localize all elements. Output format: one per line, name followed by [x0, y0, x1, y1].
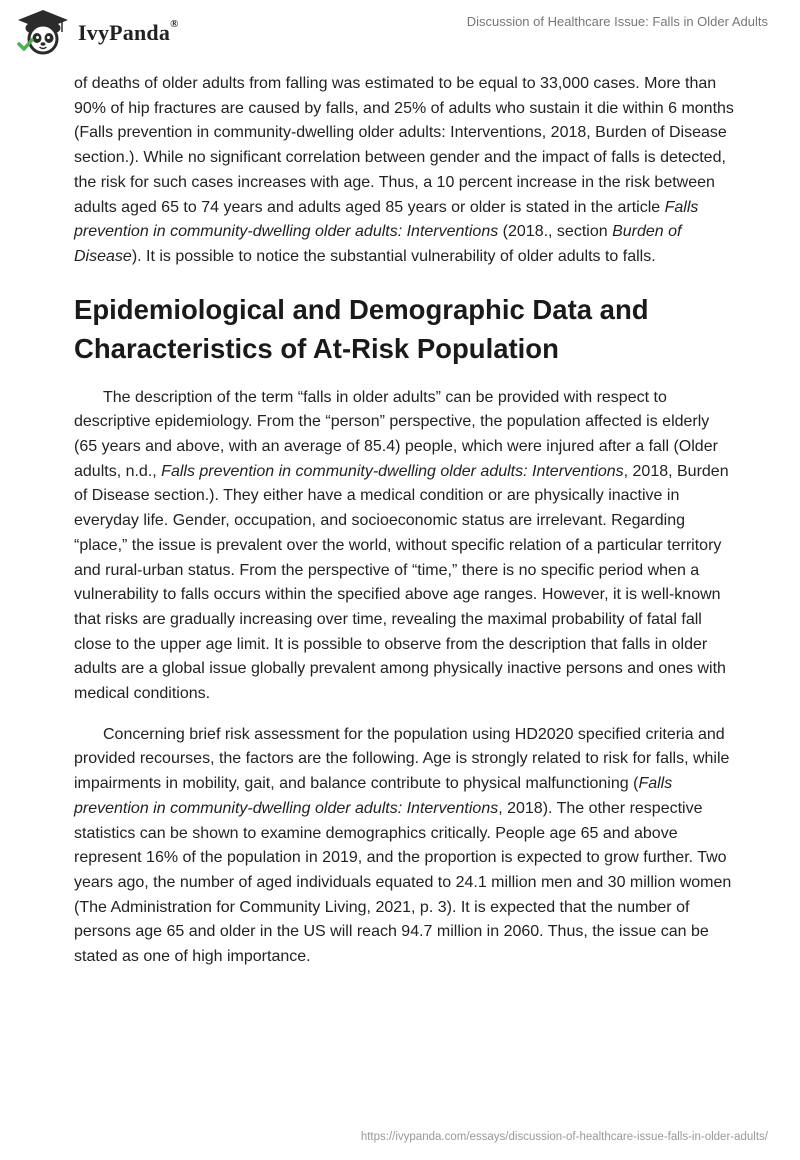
document-title: Discussion of Healthcare Issue: Falls in Older Adults [466, 14, 768, 29]
paragraph-risk-assessment: Concerning brief risk assessment for the population using HD2020 specified criteria and provided recourses, the factors are the following. Age is strongly related to risk for falls, while impairments in mobility, gait, and balance contribute to physical malfunctioning (Falls prevention in community-dwelling older adults: Interventions, 2018). The other respective statistics can be shown to examine demographics critically. People age 65 and above represent 16% of the population in 2019, and the proportion is expected to grow further. Two years ago, the number of aged individuals equated to 24.1 million men and 30 million women (The Administration for Community Living, 2021, p. 3). It is expected that the number of persons age 65 and older in the US will reach 94.7 million in 2060. Thus, the issue can be stated as one of high importance. [74, 725, 732, 966]
brand-name: IvyPanda® [78, 18, 179, 45]
registered-mark: ® [170, 18, 179, 30]
paragraph-burden: of deaths of older adults from falling was estimated to be equal to 33,000 cases. More than 90% of hip fractures are caused by falls, and 25% of adults who sustain it die within 6 months (Falls prevention in community-dwelling older adults: Interventions, 2018, Burden of Disease section.). While no significant correlation between gender and the impact of falls is detected, the risk for such cases increases with age. Thus, a 10 percent increase in the risk between adults aged 65 to 74 years and adults aged 85 years or older is stated in the article Falls prevention in community-dwelling older adults: Interventions (2018., section Burden of Disease). It is possible to notice the substantial vulnerability of older adults to falls. [74, 75, 734, 265]
panda-graduate-icon [14, 8, 72, 58]
page-header [0, 0, 800, 70]
paragraph-epidemiology: The description of the term “falls in older adults” can be provided with respect to descriptive epidemiology. From the “person” perspective, the population affected is elderly (65 years and above, with an average of 85.4) people, which were injured after a fall (Older adults, n.d., Falls prevention in community-dwelling older adults: Interventions, 2018, Burden of Disease section.). They either have a medical condition or are physically inactive in everyday life. Gender, occupation, and socioeconomic status are irrelevant. Regarding “place,” the issue is prevalent over the world, without specific relation of a particular territory and rural-urban status. From the perspective of “time,” there is no specific period when a vulnerability to falls occurs within the specified above age ranges. However, it is well-known that risks are gradually increasing over time, revealing the maximal probability of fatal fall close to the upper age limit. It is possible to observe from the description that falls in older adults are a global issue globally prevalent among physically inactive persons and ones with medical conditions. [74, 388, 729, 703]
source-url[interactable]: https://ivypanda.com/essays/discussion-of-healthcare-issue-falls-in-older-adults/ [360, 1131, 768, 1143]
ivypanda-logo[interactable] [14, 8, 179, 58]
article-body [74, 72, 734, 970]
section-heading: Epidemiological and Demographic Data and Characteristics of At-Risk Population [74, 293, 649, 364]
